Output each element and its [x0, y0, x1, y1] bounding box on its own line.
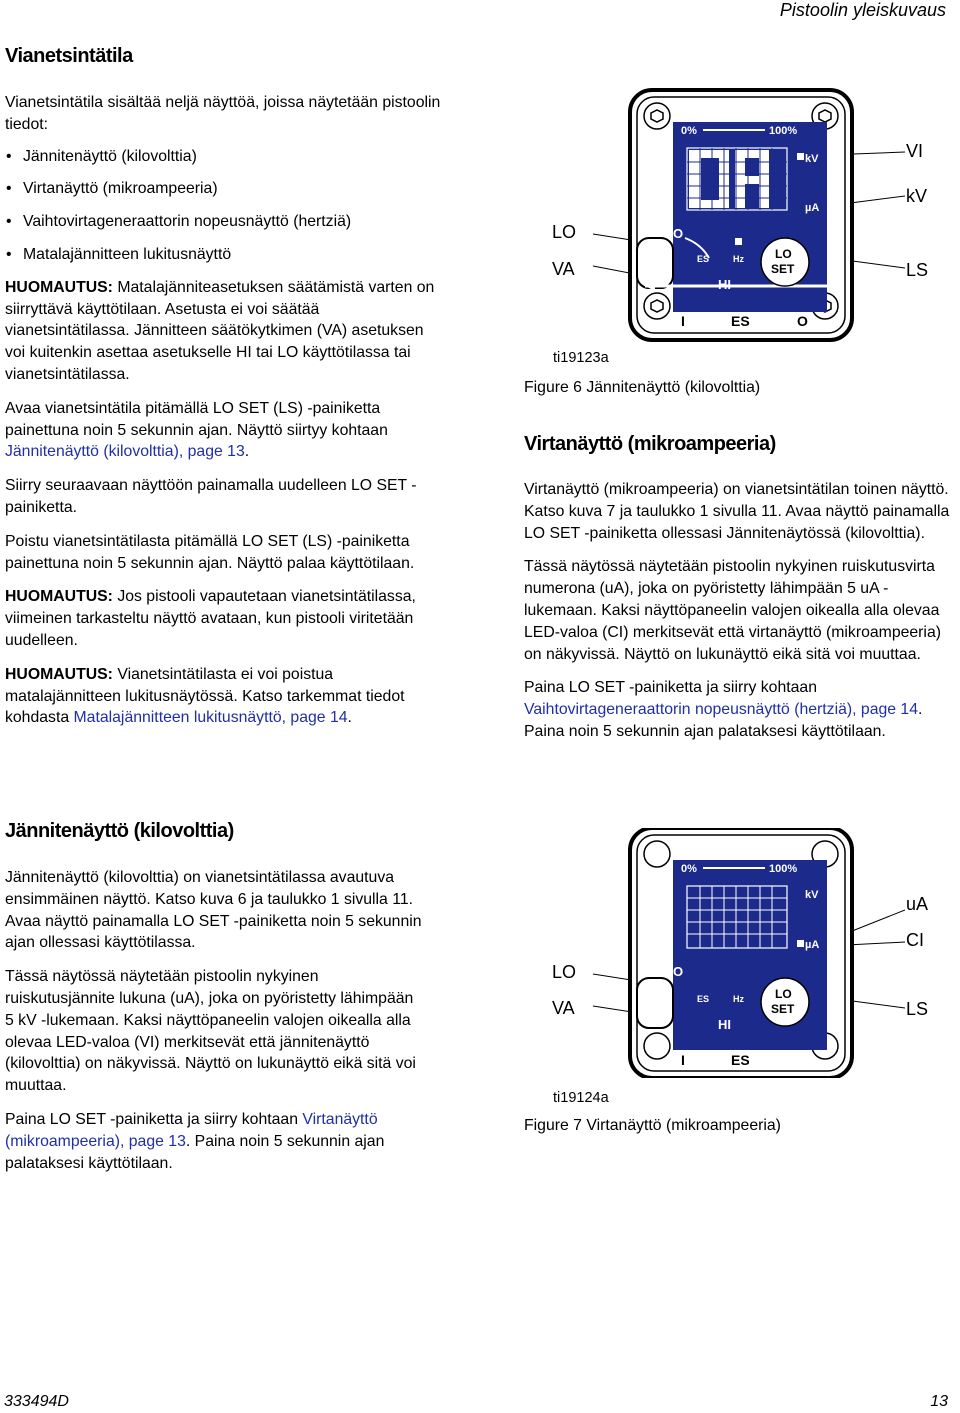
- es2-label: ES: [731, 313, 750, 329]
- fig7-label-ci: CI: [906, 930, 924, 950]
- open-paragraph: Avaa vianetsintätila pitämällä LO SET (LS) -painiketta painettuna noin 5 sekunnin ajan. Näyttö siirtyy kohtaan Jännitenäyttö (kilovolttia), page 13.: [5, 399, 388, 461]
- list-item: • Matalajännitteen lukitusnäyttö: [5, 244, 445, 266]
- fig7-id: ti19124a: [553, 1090, 609, 1106]
- running-header: Pistoolin yleiskuvaus: [779, 0, 946, 20]
- led-ua-indicator: [797, 940, 804, 947]
- fig7-label-va: VA: [552, 998, 575, 1018]
- hz-label: Hz: [733, 254, 744, 264]
- note-label: HUOMAUTUS:: [5, 665, 113, 683]
- left-column-top: [5, 92, 445, 741]
- lo-set-label-1: LO: [775, 987, 792, 1001]
- pct-100-label: 100%: [769, 125, 798, 137]
- list-item: • Jännitenäyttö (kilovolttia): [5, 146, 445, 168]
- fig7-label-ls: LS: [906, 999, 929, 1019]
- es-label: ES: [697, 994, 710, 1004]
- link-current-display[interactable]: Virtanäyttö (mikroampeeria), page 13: [5, 1110, 378, 1150]
- lo-label: LO: [665, 226, 684, 241]
- heading-virtanaytto: Virtanäyttö (mikroampeeria): [524, 433, 776, 455]
- note-3: HUOMAUTUS: Vianetsintätilasta ei voi poistua matalajännitteen lukitusnäytössä. Katso tarkemmat tiedot kohdasta Matalajännitteen lukitusnäyttö, page 14.: [5, 665, 405, 727]
- lo-label: LO: [665, 964, 684, 979]
- list-item: • Vaihtovirtageneraattorin nopeusnäyttö (hertziä): [5, 211, 445, 233]
- fig6-display-panel: [575, 86, 905, 346]
- ua-label: µA: [805, 939, 820, 951]
- note-label: HUOMAUTUS:: [5, 278, 113, 296]
- current-paragraph-3: [524, 677, 956, 742]
- text: Paina LO SET -painiketta ja siirry kohtaan: [5, 1110, 303, 1128]
- screen-list: [5, 146, 445, 266]
- lo-set-label-1: LO: [775, 247, 792, 261]
- list-item: • Virtanäyttö (mikroampeeria): [5, 178, 445, 200]
- text: . Paina noin 5 sekunnin ajan palataksesi käyttötilaan.: [5, 1132, 385, 1172]
- ua-label: µA: [805, 202, 820, 214]
- heading-jannitenaytto: Jännitenäyttö (kilovolttia): [5, 820, 234, 842]
- current-paragraph-1: Virtanäyttö (mikroampeeria) on vianetsintätilan toinen näyttö. Katso kuva 7 ja taulukko 1 sivulla 11. Avaa näyttö painamalla LO SET -painiketta ollessasi Jännitenäytössä (kilovolttia).: [524, 481, 950, 542]
- page-number: 13: [930, 1393, 948, 1410]
- text: Avaa vianetsintätila pitämällä LO SET (LS) -painiketta painettuna noin 5 sekunnin ajan. Näyttö siirtyy kohtaan: [5, 399, 388, 439]
- note-text: Jos pistooli vapautetaan vianetsintätilassa, viimeinen tarkasteltu näyttö avataan, kun pistooli viritetään uudelleen.: [5, 588, 416, 649]
- note-1: [5, 277, 445, 386]
- current-paragraph-2: Tässä näytössä näytetään pistoolin nykyinen ruiskutusvirta numerona (uA), joka on pyöristetty lähimpään 5 uA -lukemaan. Kaksi näyttöpaneelin valojen oikealla alla olevaa LED-valoa (CI) merkitsevät että virtanäyttö (mikroampeeria) on näkyvissä. Näyttö on lukunäyttö eikä sitä voi muuttaa.: [524, 558, 941, 663]
- fig7-label-lo: LO: [552, 962, 577, 982]
- lo-set-label-2: SET: [771, 1002, 795, 1016]
- es-label: ES: [697, 254, 710, 264]
- fig6-label-va: VA: [552, 259, 575, 279]
- fig7-display-panel: [575, 828, 905, 1078]
- text: . Paina noin 5 sekunnin ajan palataksesi käyttötilaan.: [524, 701, 923, 740]
- note-text: Vianetsintätilasta ei voi poistua matalajännitteen lukitusnäytössä. Katso tarkemmat tiedot kohdasta: [5, 665, 405, 727]
- intro-paragraph: Vianetsintätila sisältää neljä näyttöä, joissa näytetään pistoolin tiedot:: [5, 94, 441, 133]
- pct-0-label: 0%: [681, 863, 697, 875]
- exit-paragraph: Poistu vianetsintätilasta pitämällä LO SET (LS) -painiketta painettuna noin 5 sekunnin ajan. Näyttö palaa käyttötilaan.: [5, 532, 415, 572]
- fig6-label-vi: VI: [906, 141, 924, 161]
- i-label: I: [681, 313, 685, 329]
- left-column-bottom: [5, 867, 425, 1186]
- heading-vianetsintatila: Vianetsintätila: [5, 45, 133, 67]
- voltage-paragraph-3: [5, 1109, 425, 1174]
- link-alternator-speed[interactable]: Vaihtovirtageneraattorin nopeusnäyttö (hertziä), page 14: [524, 701, 919, 719]
- note-label: HUOMAUTUS:: [5, 588, 113, 606]
- pct-100-label: 100%: [769, 863, 798, 875]
- fig6-id: ti19123a: [553, 350, 609, 366]
- note-text: Matalajänniteasetuksen säätämistä varten on siirryttävä käyttötilaan. Asetusta ei voi säätää vianetsintätilassa. Jännitteen säätökytkimen (VA) asetuksen voi kuitenkin asettaa asetukselle HI tai LO käyttötilassa tai vianetsintätilassa.: [5, 278, 435, 383]
- es2-label: ES: [731, 1052, 750, 1068]
- link-voltage-display[interactable]: Jännitenäyttö (kilovolttia), page 13: [5, 443, 245, 461]
- hz-label: Hz: [733, 994, 744, 1004]
- lo-set-label-2: SET: [771, 262, 795, 276]
- note-2: [5, 586, 445, 651]
- fig6-label-lo: LO: [552, 222, 577, 242]
- text: Paina LO SET -painiketta ja siirry kohtaan: [524, 679, 817, 697]
- fig7-label-ua: uA: [906, 894, 929, 914]
- i-label: I: [681, 1052, 685, 1068]
- led-kv-indicator: [797, 153, 804, 160]
- doc-number: 333494D: [4, 1393, 69, 1410]
- hi-label: HI: [718, 277, 731, 292]
- fig7-caption: Figure 7 Virtanäyttö (mikroampeeria): [524, 1117, 781, 1134]
- link-lv-lockout[interactable]: Matalajännitteen lukitusnäyttö, page 14: [73, 709, 348, 727]
- fig6-caption: Figure 6 Jännitenäyttö (kilovolttia): [524, 379, 761, 396]
- pct-0-label: 0%: [681, 125, 697, 137]
- next-paragraph: Siirry seuraavaan näyttöön painamalla uudelleen LO SET -painiketta.: [5, 477, 417, 516]
- o-label: O: [797, 313, 808, 329]
- right-column: [524, 479, 956, 755]
- hi-label: HI: [718, 1017, 731, 1032]
- voltage-paragraph-1: Jännitenäyttö (kilovolttia) on vianetsintätilassa avautuva ensimmäinen näyttö. Katso kuva 6 ja taulukko 1 sivulla 11. Avaa näyttö painamalla LO SET -painiketta noin 5 sekunnin ajan ollessasi käyttötilassa.: [5, 869, 422, 952]
- voltage-paragraph-2: Tässä näytössä näytetään pistoolin nykyinen ruiskutusjännite lukuna (uA), joka on pyöristetty lähimpään 5 kV -lukemaan. Kaksi näyttöpaneelin valojen oikealla alla olevaa LED-valoa (VI) merkitsevät että jännitenäyttö (kilovolttia) on näkyvissä. Näyttö on lukunäyttö eikä sitä voi muuttaa.: [5, 968, 416, 1095]
- kv-label: kV: [805, 153, 819, 165]
- panel-face: [673, 860, 827, 1050]
- fig6-label-ls: LS: [906, 260, 929, 280]
- kv-label: kV: [805, 889, 819, 901]
- fig6-label-kv: kV: [906, 186, 928, 206]
